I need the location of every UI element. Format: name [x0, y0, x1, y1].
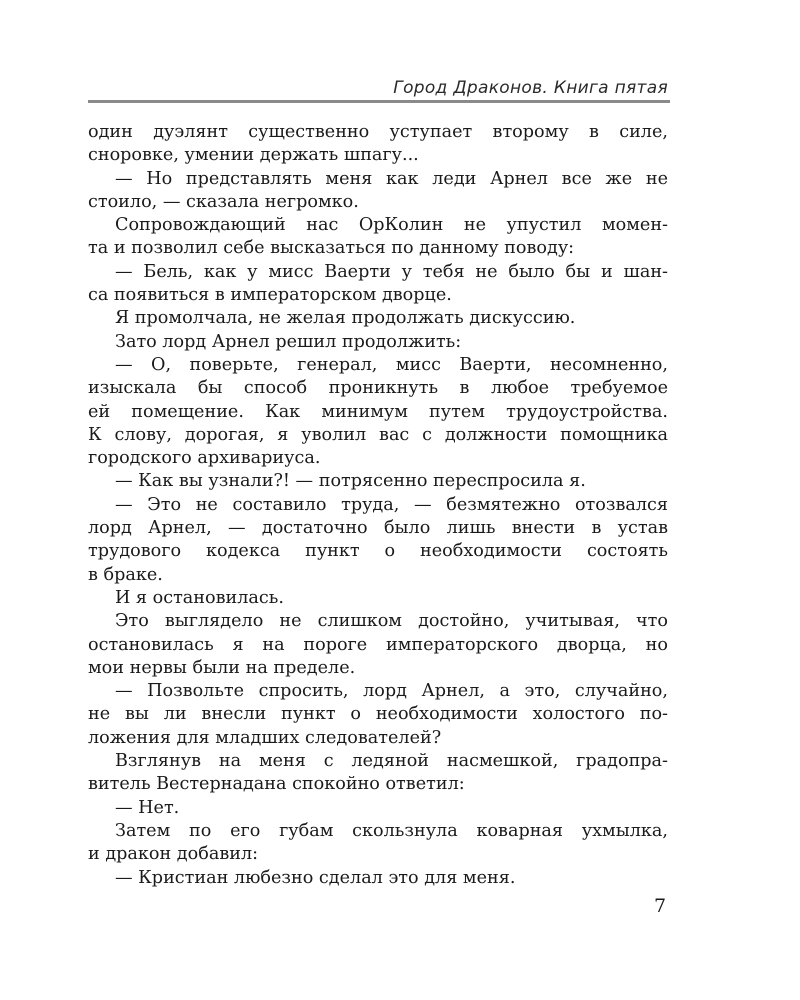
text-line: и дракон добавил: [88, 844, 259, 865]
body-text [88, 121, 668, 890]
text-line: Это выглядело не слишком достойно, учитывая, что [115, 611, 668, 632]
text-line: мои нервы были на пределе. [88, 657, 356, 678]
text-line: — Позвольте спросить, лорд Арнел, а это, случайно, [115, 681, 668, 702]
text-line: изыскала бы способ проникнуть в любое требуемое [88, 378, 668, 399]
text-line: К слову, дорогая, я уволил вас с должности помощника [88, 424, 668, 445]
text-line: И я остановилась. [115, 587, 284, 608]
text-line: остановилась я на пороге императорского дворца, но [88, 634, 668, 655]
header-rule [88, 100, 670, 103]
text-line: — Это не составило труда, — безмятежно отозвался [115, 494, 668, 515]
running-header: Город Драконов. Книга пятая [393, 78, 668, 98]
text-line: витель Вестернадана спокойно ответил: [88, 774, 465, 795]
text-line: — Кристиан любезно сделал это для меня. [115, 867, 516, 888]
text-line: — Нет. [115, 797, 180, 818]
text-line: трудового кодекса пункт о необходимости состоять [88, 541, 668, 562]
text-line: Сопровождающий нас ОрКолин не упустил момен- [115, 215, 668, 236]
text-line: сноровке, умении держать шпагу... [88, 145, 419, 166]
text-line: в браке. [88, 564, 163, 585]
text-line: са появиться в императорском дворце. [88, 285, 452, 306]
text-line: Зато лорд Арнел решил продолжить: [115, 331, 462, 352]
text-line: та и позволил себе высказаться по данному поводу: [88, 238, 575, 259]
text-line: Я промолчала, не желая продолжать дискуссию. [115, 308, 576, 329]
text-line: — Но представлять меня как леди Арнел все же не [115, 168, 668, 189]
text-line: один дуэлянт существенно уступает второму в силе, [88, 122, 668, 142]
text-line: — Как вы узнали?! — потрясенно переспросила я. [115, 471, 586, 492]
text-line: городского архивариуса. [88, 448, 321, 469]
text-line: ложения для младших следователей? [88, 727, 442, 748]
text-line: Взглянув на меня с ледяной насмешкой, градопра- [115, 751, 668, 772]
text-line: — Бель, как у мисс Ваерти у тебя не было бы и шан- [115, 261, 668, 282]
text-line: ей помещение. Как минимум путем трудоустройства. [88, 401, 668, 422]
text-line: — О, поверьте, генерал, мисс Ваерти, несомненно, [115, 354, 668, 375]
text-line: не вы ли внесли пункт о необходимости холостого по- [88, 704, 668, 725]
text-line: стоило, — сказала негромко. [88, 191, 359, 212]
text-line: лорд Арнел, — достаточно было лишь внести в устав [88, 518, 668, 539]
text-line: Затем по его губам скользнула коварная ухмылка, [115, 820, 668, 841]
page-number: 7 [654, 895, 667, 917]
